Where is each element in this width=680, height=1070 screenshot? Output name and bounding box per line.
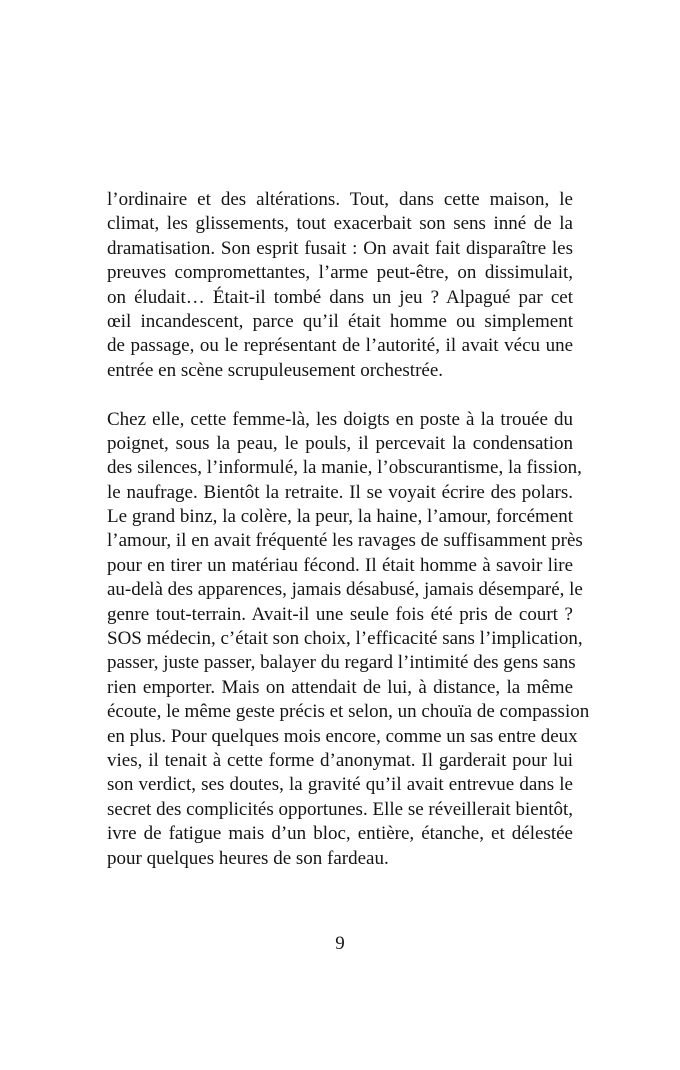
text-line: Le grand binz, la colère, la peur, la haine, l’amour, forcément: [107, 506, 573, 528]
text-line: entrée en scène scrupuleusement orchestrée.: [107, 359, 444, 381]
text-line: climat, les glissements, tout exacerbait son sens inné de la: [107, 213, 573, 235]
text-line: l’amour, il en avait fréquenté les ravages de suffisamment près: [107, 530, 583, 552]
text-line: SOS médecin, c’était son choix, l’efficacité sans l’implication,: [107, 628, 583, 650]
text-line: passer, juste passer, balayer du regard l’intimité des gens sans: [107, 652, 576, 674]
text-line: pour en tirer un matériau fécond. Il était homme à savoir lire: [107, 554, 573, 576]
text-line: vies, il tenait à cette forme d’anonymat. Il garderait pour lui: [107, 749, 573, 771]
page-number: 9: [335, 933, 345, 954]
body-text: [107, 188, 590, 871]
text-line: rien emporter. Mais on attendait de lui, à distance, la même: [107, 676, 573, 698]
text-line: genre tout-terrain. Avait-il une seule fois été pris de court ?: [107, 603, 573, 625]
text-line: de passage, ou le représentant de l’autorité, il avait vécu une: [107, 335, 573, 357]
text-line: en plus. Pour quelques mois encore, comme un sas entre deux: [107, 725, 578, 747]
paragraph-2: [107, 408, 590, 871]
text-line: des silences, l’informulé, la manie, l’obscurantisme, la fission,: [107, 457, 582, 479]
text-line: Chez elle, cette femme-là, les doigts en poste à la trouée du: [107, 408, 573, 430]
paragraph-spacer: [107, 383, 573, 407]
text-line: son verdict, ses doutes, la gravité qu’il avait entrevue dans le: [107, 774, 573, 796]
text-line: secret des complicités opportunes. Elle se réveillerait bientôt,: [107, 798, 573, 820]
text-line: on éludait… Était-il tombé dans un jeu ? Alpagué par cet: [107, 286, 573, 308]
paragraph-1: [107, 188, 573, 383]
text-line: ivre de fatigue mais d’un bloc, entière, étanche, et délestée: [107, 823, 573, 845]
text-line: l’ordinaire et des altérations. Tout, dans cette maison, le: [107, 189, 573, 210]
text-line: au-delà des apparences, jamais désabusé, jamais désemparé, le: [107, 579, 583, 601]
text-line: œil incandescent, parce qu’il était homme ou simplement: [107, 310, 573, 332]
text-line: le naufrage. Bientôt la retraite. Il se voyait écrire des polars.: [107, 481, 573, 503]
text-line: dramatisation. Son esprit fusait : On avait fait disparaître les: [107, 237, 573, 259]
text-line: preuves compromettantes, l’arme peut-être, on dissimulait,: [107, 262, 573, 284]
text-line: écoute, le même geste précis et selon, un chouïa de compassion: [107, 701, 590, 723]
text-line: pour quelques heures de son fardeau.: [107, 847, 389, 869]
text-line: poignet, sous la peau, le pouls, il percevait la condensation: [107, 432, 573, 454]
